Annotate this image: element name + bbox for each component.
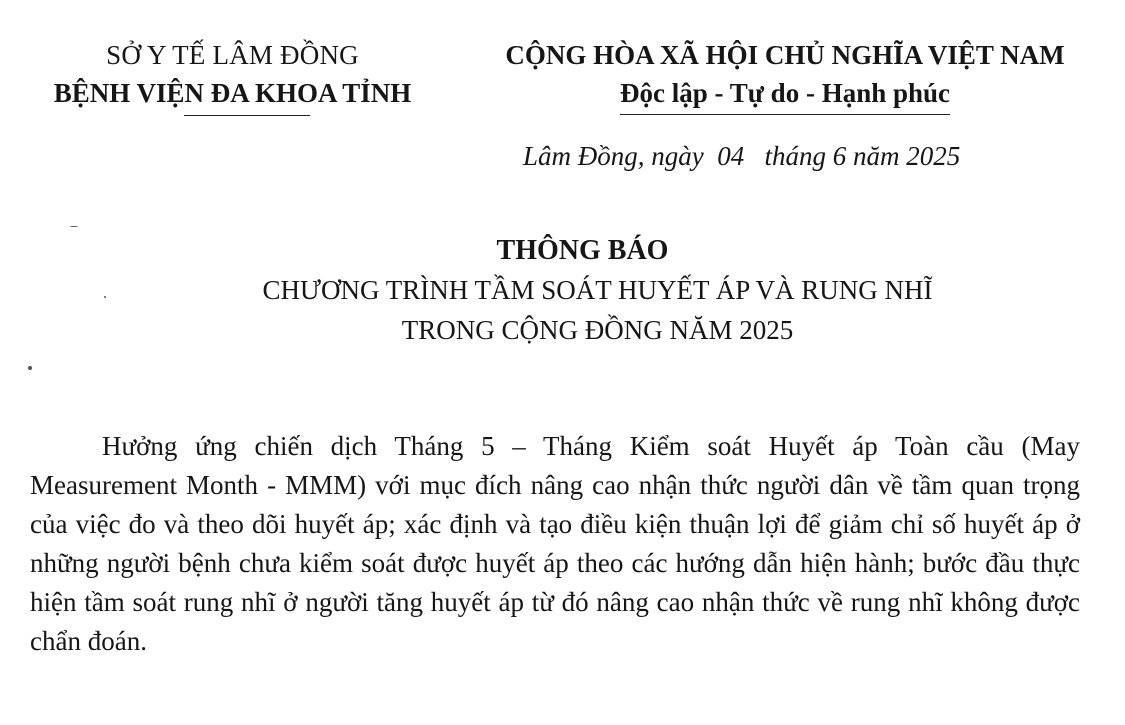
document-subject-line-1: CHƯƠNG TRÌNH TẦM SOÁT HUYẾT ÁP VÀ RUNG NHĨ xyxy=(262,275,933,305)
scan-speck xyxy=(104,296,106,298)
document-type: THÔNG BÁO xyxy=(496,235,669,266)
body-text xyxy=(30,427,1080,661)
document-subject-line-2: TRONG CỘNG ĐỒNG NĂM 2025 xyxy=(401,315,794,345)
hospital-name: BỆNH VIỆN ĐA KHOA TỈNH xyxy=(53,78,412,108)
national-motto: Độc lập - Tự do - Hạnh phúc xyxy=(620,74,950,115)
document-title-block xyxy=(0,232,1125,350)
scan-speck xyxy=(28,366,32,370)
issuing-agency-block xyxy=(20,36,445,116)
body-paragraph: Hưởng ứng chiến dịch Tháng 5 – Tháng Kiểm soát Huyết áp Toàn cầu (May Measurement Month - MMM) với mục đích nâng cao nhận thức người dân về tầm quan trọng của việc đo và theo dõi huyết áp; xác định và tạo điều kiện thuận lợi để giảm chỉ số huyết áp ở những người bệnh chưa kiểm soát được huyết áp theo các hướng dẫn hiện hành; bước đầu thực hiện tầm soát rung nhĩ ở người tăng huyết áp từ đó nâng cao nhận thức về rung nhĩ không được chẩn đoán. xyxy=(30,431,1080,656)
place-and-date: Lâm Đồng, ngày 04 tháng 6 năm 2025 xyxy=(523,141,961,171)
nation-name: CỘNG HÒA XÃ HỘI CHỦ NGHĨA VIỆT NAM xyxy=(505,40,1065,70)
national-heading-block xyxy=(470,36,1100,115)
agency-underline xyxy=(184,115,310,116)
scan-speck xyxy=(70,226,78,227)
agency-name: SỞ Y TẾ LÂM ĐỒNG xyxy=(106,40,359,70)
